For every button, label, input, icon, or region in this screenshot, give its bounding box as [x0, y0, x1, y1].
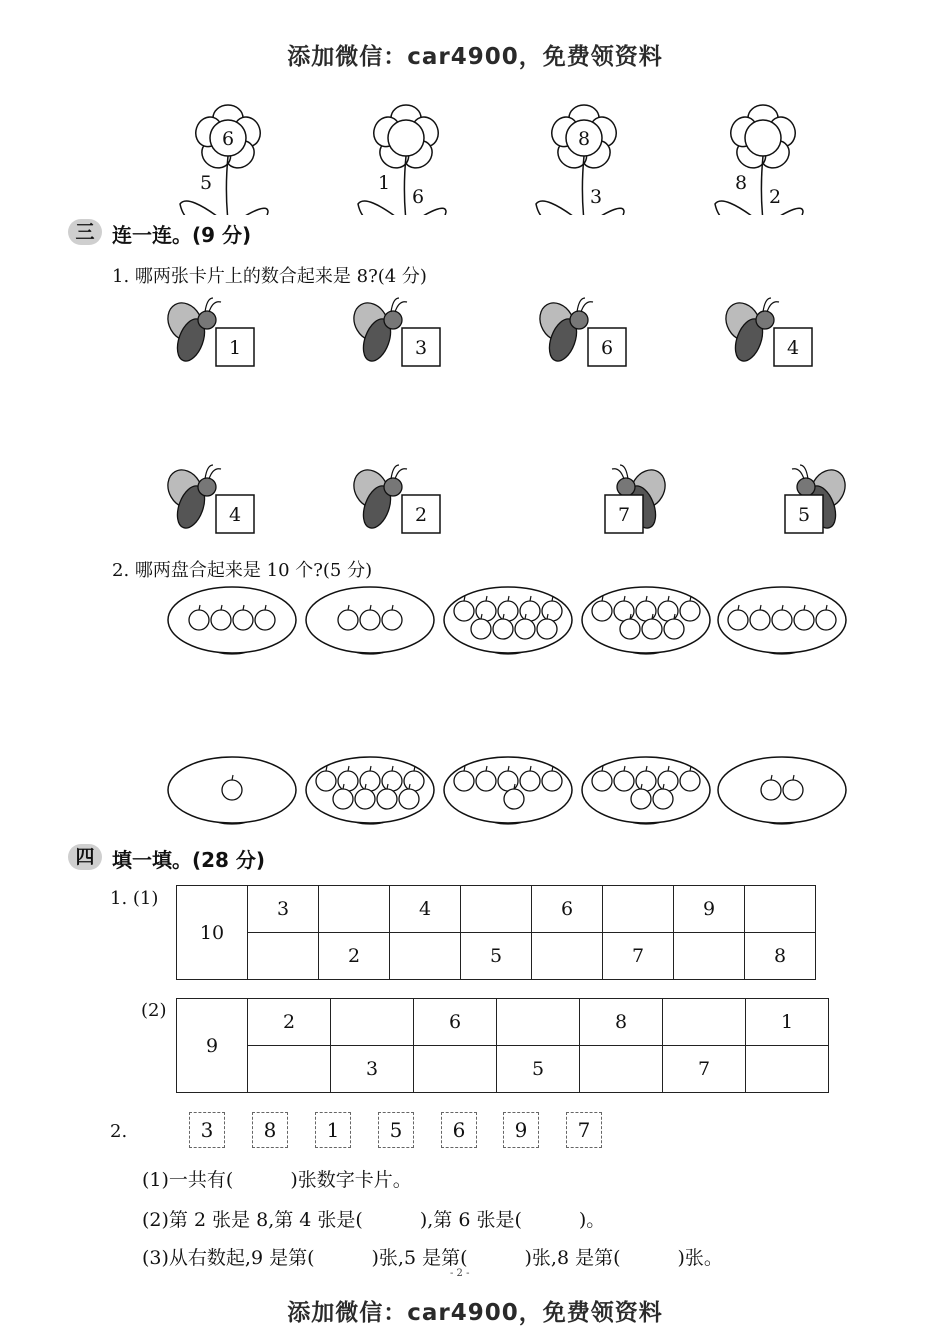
- flower-leaf-right: [585, 208, 624, 215]
- apple: [399, 789, 419, 809]
- flower-leaf-right: [407, 208, 446, 215]
- apple: [333, 789, 353, 809]
- apple: [493, 619, 513, 639]
- table-blank-cell[interactable]: [532, 933, 603, 980]
- flower-center: [745, 120, 781, 156]
- apple: [520, 771, 540, 791]
- plate-top-2: [306, 587, 434, 654]
- apple: [620, 619, 640, 639]
- table-cell: 5: [497, 1046, 580, 1093]
- apple: [355, 789, 375, 809]
- section4-q1-label: 1. (1): [110, 888, 159, 909]
- bee-top-1: [161, 297, 254, 366]
- bee-card-number: 5: [797, 504, 811, 526]
- table-blank-cell[interactable]: [248, 933, 319, 980]
- table-cell: 7: [603, 933, 674, 980]
- bee-card-number: 7: [617, 504, 631, 526]
- table-blank-cell[interactable]: [603, 886, 674, 933]
- number-card: 7: [566, 1112, 602, 1148]
- section4-badge: 四: [68, 844, 102, 870]
- flower-3: [536, 105, 624, 215]
- bee-antennae: [205, 298, 221, 312]
- apple: [680, 601, 700, 621]
- flower-right-number: 2: [768, 186, 782, 208]
- plate-top-5: [718, 587, 846, 654]
- watermark-bottom: 添加微信：car4900，免费领资料: [287, 1300, 663, 1326]
- apple: [542, 771, 562, 791]
- bees-figure: [0, 295, 950, 545]
- bee-head: [570, 311, 588, 329]
- table-blank-cell[interactable]: [248, 1046, 331, 1093]
- table-blank-cell[interactable]: [580, 1046, 663, 1093]
- plate-bottom-5: [718, 757, 846, 824]
- table-blank-cell[interactable]: [745, 886, 816, 933]
- table-cell: 6: [532, 886, 603, 933]
- watermark-top: 添加微信：car4900，免费领资料: [287, 44, 663, 70]
- bee-antennae: [792, 465, 808, 479]
- flower-leaf-right: [764, 208, 803, 215]
- apple: [614, 771, 634, 791]
- flower-4: [715, 105, 803, 215]
- bee-card-number: 6: [600, 337, 614, 359]
- apple: [476, 771, 496, 791]
- table-blank-cell[interactable]: [461, 886, 532, 933]
- apple: [658, 771, 678, 791]
- flower-leaf-left: [358, 201, 404, 215]
- apple: [471, 619, 491, 639]
- plate-bottom-4: [582, 757, 710, 824]
- section3-q1: 1. 哪两张卡片上的数合起来是 8?(4 分): [112, 266, 427, 287]
- apple: [454, 771, 474, 791]
- fill-question-2: (2)第 2 张是 8,第 4 张是( ),第 6 张是( )。: [142, 1209, 606, 1231]
- table-blank-cell[interactable]: [746, 1046, 829, 1093]
- apple: [233, 610, 253, 630]
- table-total-cell: 10: [177, 886, 248, 980]
- table-cell: 9: [674, 886, 745, 933]
- table-cell: 2: [248, 999, 331, 1046]
- flower-right-number: 6: [411, 186, 425, 208]
- apple: [338, 610, 358, 630]
- page-number: - 2 -: [450, 1268, 470, 1279]
- apple: [382, 771, 402, 791]
- section3-q2: 2. 哪两盘合起来是 10 个?(5 分): [112, 560, 373, 581]
- flower-leaf-right: [229, 208, 268, 215]
- number-card: 5: [378, 1112, 414, 1148]
- bee-bottom-4: [785, 464, 852, 533]
- bee-antennae: [577, 298, 593, 312]
- table-cell: 1: [746, 999, 829, 1046]
- apple: [377, 789, 397, 809]
- apple: [404, 771, 424, 791]
- apple: [255, 610, 275, 630]
- table-blank-cell[interactable]: [331, 999, 414, 1046]
- table-cell: 4: [390, 886, 461, 933]
- apple: [794, 610, 814, 630]
- plate-rim: [718, 757, 846, 823]
- apple: [636, 771, 656, 791]
- flower-top-number: 8: [577, 128, 591, 150]
- number-card: 6: [441, 1112, 477, 1148]
- apple: [498, 601, 518, 621]
- apple: [653, 789, 673, 809]
- bee-antennae: [391, 465, 407, 479]
- number-card: 1: [315, 1112, 351, 1148]
- bee-card-number: 4: [228, 504, 242, 526]
- bee-card-number: 1: [228, 337, 242, 359]
- table-cell: 3: [248, 886, 319, 933]
- apple: [498, 771, 518, 791]
- plate-top-1: [168, 587, 296, 654]
- apple: [537, 619, 557, 639]
- table-cell: 6: [414, 999, 497, 1046]
- apple: [816, 610, 836, 630]
- section3-badge: 三: [68, 219, 102, 245]
- flowers-figure: [0, 100, 950, 215]
- apple: [211, 610, 231, 630]
- apple: [476, 601, 496, 621]
- bee-top-4: [719, 297, 812, 366]
- apple: [636, 601, 656, 621]
- section4-q2-label: 2.: [110, 1121, 128, 1142]
- apple: [614, 601, 634, 621]
- bee-antennae: [205, 465, 221, 479]
- bee-head: [384, 478, 402, 496]
- apple: [520, 601, 540, 621]
- table-blank-cell[interactable]: [390, 933, 461, 980]
- flower-1: [180, 105, 268, 215]
- apple: [761, 780, 781, 800]
- apple: [592, 601, 612, 621]
- bee-head: [756, 311, 774, 329]
- bee-head: [198, 311, 216, 329]
- bee-top-2: [347, 297, 440, 366]
- flower-top-number: 6: [221, 128, 235, 150]
- plates-figure: [0, 585, 950, 835]
- apple: [658, 601, 678, 621]
- section4-title: 填一填。(28 分): [112, 848, 266, 872]
- flower-leaf-left: [180, 201, 226, 215]
- apple: [664, 619, 684, 639]
- table-total-cell: 9: [177, 999, 248, 1093]
- flower-leaf-left: [715, 201, 761, 215]
- table-blank-cell[interactable]: [497, 999, 580, 1046]
- table-blank-cell[interactable]: [663, 999, 746, 1046]
- number-card: 8: [252, 1112, 288, 1148]
- plate-bottom-1: [168, 757, 296, 824]
- fill-question-3: (3)从右数起,9 是第( )张,5 是第( )张,8 是第( )张。: [142, 1247, 723, 1269]
- apple: [360, 610, 380, 630]
- number-card: 9: [503, 1112, 539, 1148]
- table-cell: 8: [745, 933, 816, 980]
- fill-question-1: (1)一共有( )张数字卡片。: [142, 1169, 412, 1191]
- table-cell: 7: [663, 1046, 746, 1093]
- bee-top-3: [533, 297, 626, 366]
- flower-2: [358, 105, 446, 215]
- plate-top-3: [444, 587, 572, 654]
- plate-top-4: [582, 587, 710, 654]
- bee-bottom-3: [605, 464, 672, 533]
- apple: [642, 619, 662, 639]
- table-blank-cell[interactable]: [674, 933, 745, 980]
- number-card: 3: [189, 1112, 225, 1148]
- apple: [338, 771, 358, 791]
- section3-title: 连一连。(9 分): [112, 223, 252, 247]
- bee-card-number: 4: [786, 337, 800, 359]
- bee-card-number: 2: [414, 504, 428, 526]
- bee-head: [198, 478, 216, 496]
- flower-right-number: 3: [589, 186, 603, 208]
- flower-leaf-left: [536, 201, 582, 215]
- apple: [728, 610, 748, 630]
- bee-head: [384, 311, 402, 329]
- apple: [504, 789, 524, 809]
- table-blank-cell[interactable]: [319, 886, 390, 933]
- flower-left-number: 1: [377, 172, 391, 194]
- section4-q1b-label: (2): [141, 1000, 167, 1021]
- bee-antennae: [763, 298, 779, 312]
- apple: [772, 610, 792, 630]
- apple: [515, 619, 535, 639]
- apple: [382, 610, 402, 630]
- decomposition-table-9: [176, 998, 829, 1093]
- bee-head: [797, 478, 815, 496]
- plate-rim: [168, 587, 296, 653]
- apple: [360, 771, 380, 791]
- flower-left-number: 5: [199, 172, 213, 194]
- apple: [222, 780, 242, 800]
- bee-card-number: 3: [414, 337, 428, 359]
- apple: [316, 771, 336, 791]
- table-cell: 5: [461, 933, 532, 980]
- table-blank-cell[interactable]: [414, 1046, 497, 1093]
- apple: [783, 780, 803, 800]
- apple: [592, 771, 612, 791]
- bee-antennae: [391, 298, 407, 312]
- table-cell: 8: [580, 999, 663, 1046]
- plate-bottom-2: [306, 757, 434, 824]
- plate-bottom-3: [444, 757, 572, 824]
- flower-center: [388, 120, 424, 156]
- bee-bottom-1: [161, 464, 254, 533]
- apple: [750, 610, 770, 630]
- bee-bottom-2: [347, 464, 440, 533]
- decomposition-table-10: [176, 885, 816, 980]
- apple: [454, 601, 474, 621]
- apple: [189, 610, 209, 630]
- apple: [680, 771, 700, 791]
- table-cell: 2: [319, 933, 390, 980]
- bee-head: [617, 478, 635, 496]
- flower-left-number: 8: [734, 172, 748, 194]
- apple: [631, 789, 651, 809]
- apple: [542, 601, 562, 621]
- bee-antennae: [612, 465, 628, 479]
- table-cell: 3: [331, 1046, 414, 1093]
